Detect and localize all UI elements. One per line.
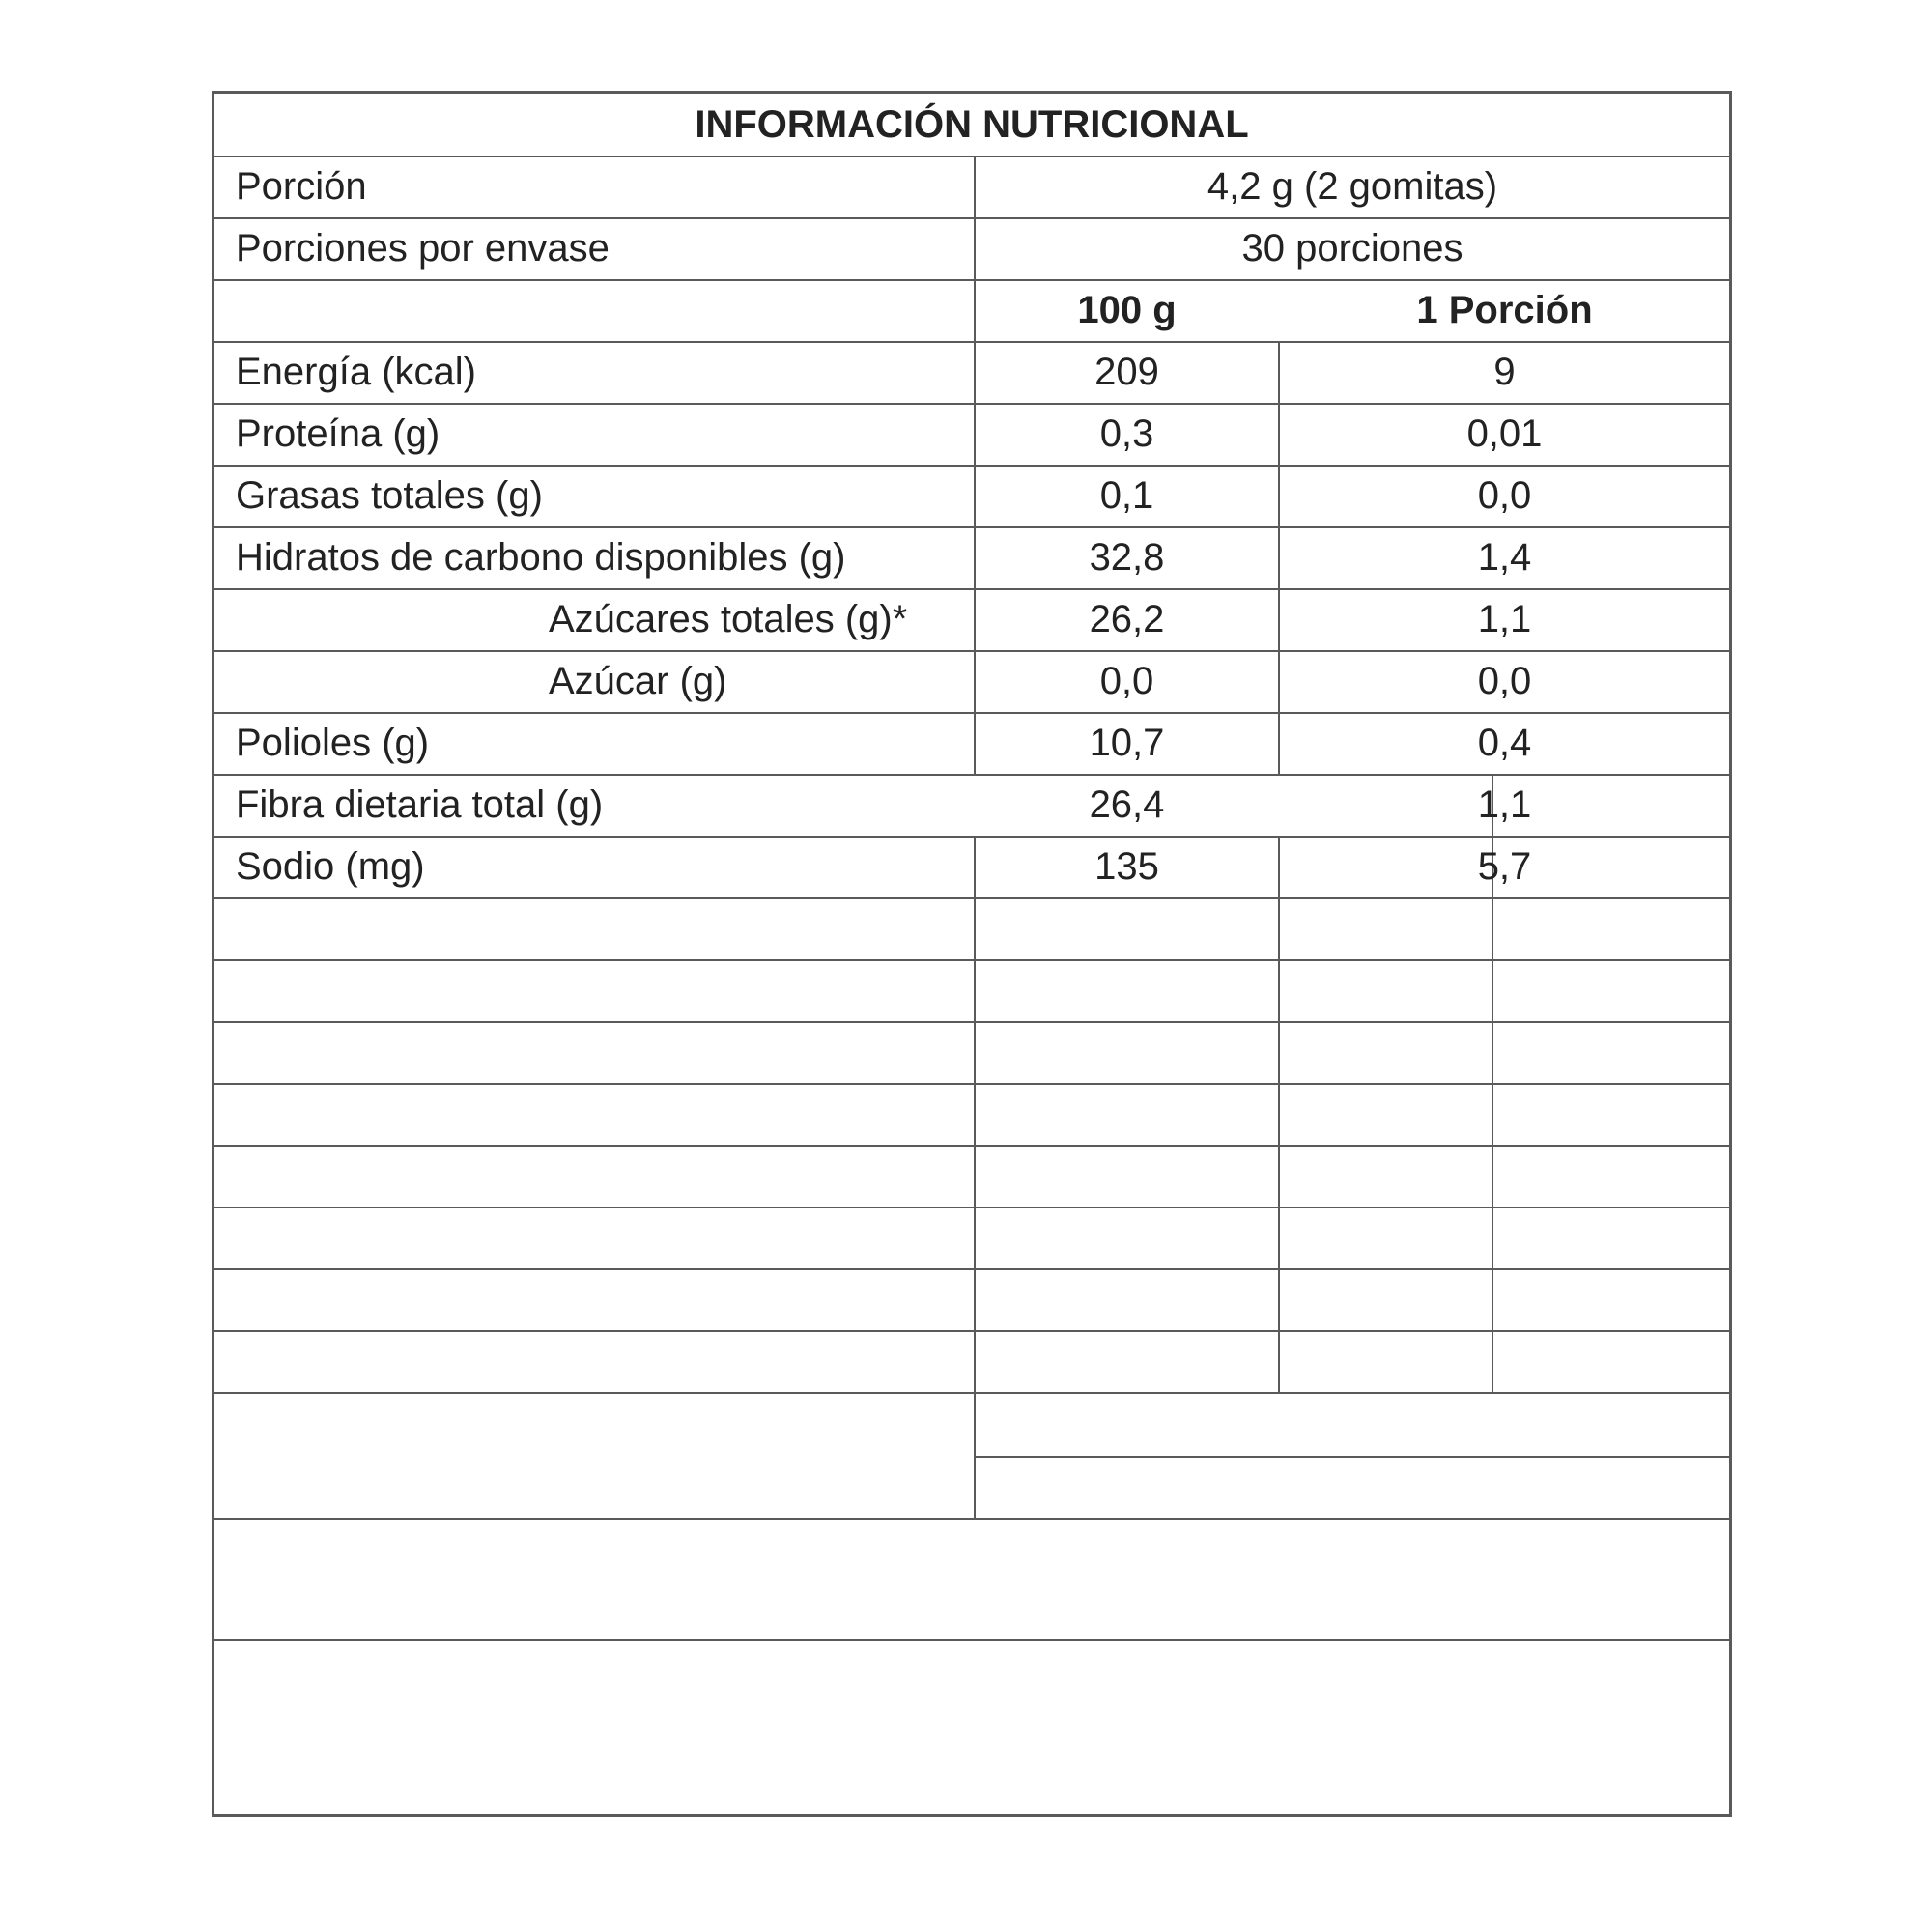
nutrient-label: Hidratos de carbono disponibles (g) bbox=[236, 536, 846, 579]
nutrition-facts-table bbox=[212, 91, 1732, 1817]
nutrient-per-portion: 0,4 bbox=[1477, 722, 1532, 764]
row-divider bbox=[214, 897, 1729, 899]
nutrient-label: Sodio (mg) bbox=[236, 845, 425, 888]
nutrient-per-portion: 0,0 bbox=[1477, 474, 1532, 517]
row-divider bbox=[214, 1518, 1729, 1520]
row-divider bbox=[214, 1207, 1729, 1208]
row-divider bbox=[214, 959, 1729, 961]
nutrient-label: Grasas totales (g) bbox=[236, 474, 543, 517]
column-divider bbox=[1278, 836, 1280, 1392]
nutrient-per100: 0,1 bbox=[1099, 474, 1154, 517]
row-divider bbox=[214, 1392, 1729, 1394]
portions-per-pack-label: Porciones por envase bbox=[236, 227, 610, 270]
nutrient-label: Polioles (g) bbox=[236, 722, 430, 764]
nutrient-per-portion: 1,1 bbox=[1477, 598, 1532, 640]
nutrient-per-portion: 5,7 bbox=[1477, 845, 1532, 888]
nutrient-per-portion: 0,0 bbox=[1477, 660, 1532, 702]
nutrient-per100: 0,3 bbox=[1099, 412, 1154, 455]
nutrient-label: Azúcares totales (g)* bbox=[549, 598, 908, 640]
row-divider bbox=[214, 1268, 1729, 1270]
nutrient-per100: 209 bbox=[1094, 351, 1159, 393]
portion-label: Porción bbox=[236, 165, 367, 208]
column-divider bbox=[1492, 836, 1493, 1392]
nutrient-per100: 135 bbox=[1094, 845, 1159, 888]
nutrient-per-portion: 9 bbox=[1493, 351, 1516, 393]
table-title: INFORMACIÓN NUTRICIONAL bbox=[695, 103, 1249, 146]
row-divider bbox=[214, 1083, 1729, 1085]
portion-value: 4,2 g (2 gomitas) bbox=[1207, 165, 1498, 208]
row-divider bbox=[214, 1330, 1729, 1332]
nutrient-per100: 26,4 bbox=[1089, 783, 1165, 826]
column-divider bbox=[974, 836, 976, 1518]
nutrient-per-portion: 0,01 bbox=[1466, 412, 1543, 455]
row-divider bbox=[214, 1145, 1729, 1147]
column-header-portion: 1 Porción bbox=[1416, 289, 1593, 331]
nutrient-per100: 0,0 bbox=[1099, 660, 1154, 702]
nutrient-per100: 26,2 bbox=[1089, 598, 1165, 640]
row-divider bbox=[214, 1021, 1729, 1023]
nutrient-per100: 10,7 bbox=[1089, 722, 1165, 764]
column-header-100g: 100 g bbox=[1077, 289, 1177, 331]
row-divider bbox=[214, 1639, 1729, 1641]
nutrient-per-portion: 1,4 bbox=[1477, 536, 1532, 579]
nutrient-per-portion: 1,1 bbox=[1477, 783, 1532, 826]
row-divider bbox=[976, 1456, 1729, 1458]
portions-per-pack-value: 30 porciones bbox=[1241, 227, 1463, 270]
nutrient-label: Proteína (g) bbox=[236, 412, 440, 455]
nutrient-label: Fibra dietaria total (g) bbox=[236, 783, 604, 826]
nutrient-label: Azúcar (g) bbox=[549, 660, 727, 702]
nutrient-label: Energía (kcal) bbox=[236, 351, 476, 393]
nutrient-per100: 32,8 bbox=[1089, 536, 1165, 579]
